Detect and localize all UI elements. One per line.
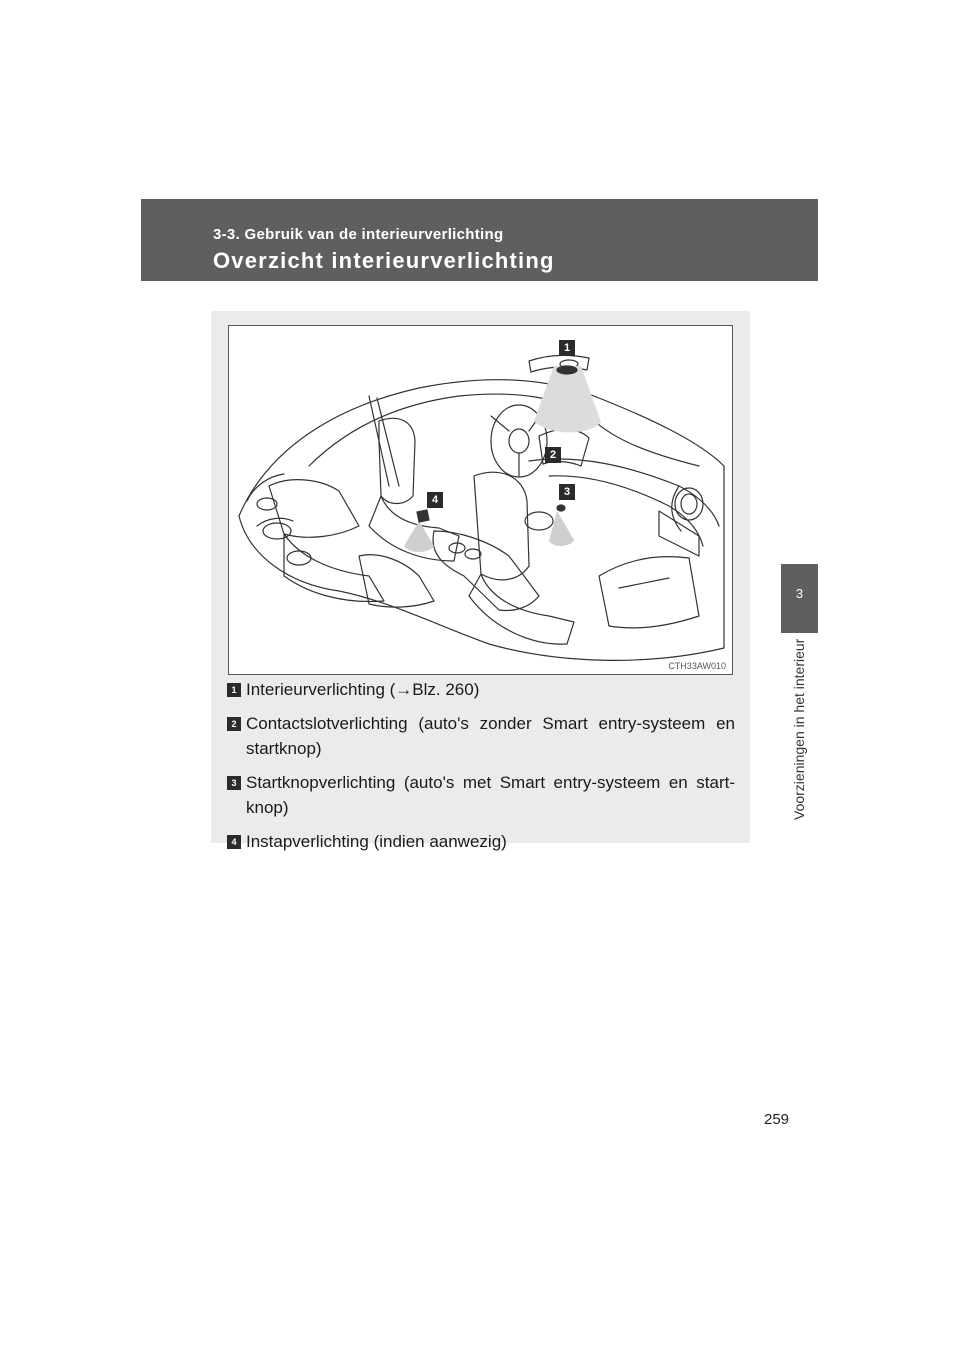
callout-4: 4 [427,492,443,508]
car-interior-drawing [229,326,732,674]
legend-marker: 2 [227,717,241,731]
chapter-tab [781,564,818,633]
legend-marker: 1 [227,683,241,697]
callout-2: 2 [545,447,561,463]
chapter-number: 3 [795,586,804,601]
content-panel [211,311,750,851]
callout-3: 3 [559,484,575,500]
legend-text: Startknopverlichting (auto's met Smart entry-systeem en start-knop) [246,773,735,817]
figure-code: CTH33AW010 [668,661,726,671]
legend-text: Interieurverlichting (→Blz. 260) [246,680,480,699]
section-header [141,199,818,281]
interior-illustration [228,325,733,675]
legend-marker: 4 [227,835,241,849]
legend-marker: 3 [227,776,241,790]
callout-1: 1 [559,340,575,356]
section-label: 3-3. Gebruik van de interieurverlichting [213,226,504,243]
chapter-label: Voorzieningen in het interieur [791,638,807,820]
page-title: Overzicht interieurverlichting [213,248,555,273]
legend-text: Instapverlichting (indien aanwezig) [246,832,507,851]
legend-text: Contactslotverlichting (auto's zonder Smart entry-systeem en startknop) [246,714,735,758]
page-number: 259 [764,1111,790,1128]
